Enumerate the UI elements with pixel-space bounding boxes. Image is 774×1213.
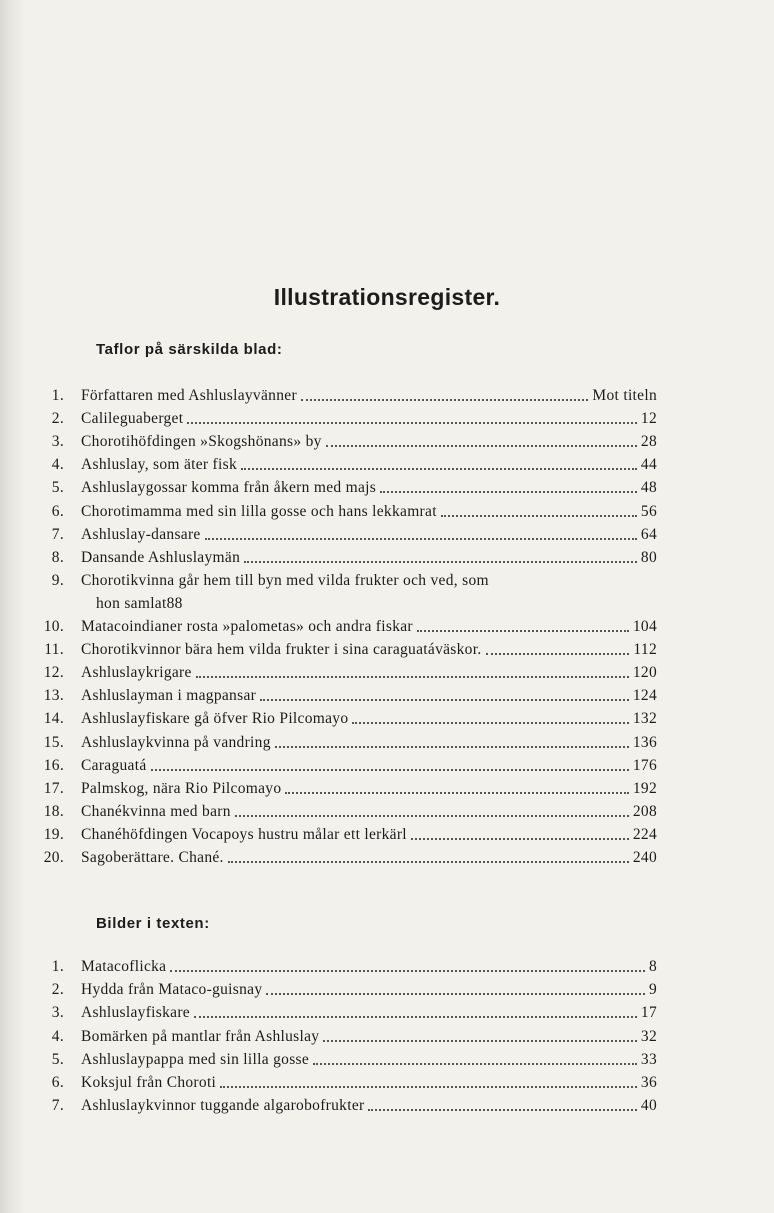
entry-title: Chorotikvinnor bära hem vilda frukter i sina caraguatáväskor. (81, 641, 482, 659)
index-entry (0, 684, 774, 707)
index-entry (0, 1025, 774, 1048)
entry-title: Sagoberättare. Chané. (81, 849, 224, 866)
dot-leader (313, 1062, 637, 1065)
entry-title: Bomärken på mantlar från Ashluslay (81, 1027, 320, 1045)
entry-row (81, 615, 657, 638)
index-entry (0, 1094, 774, 1117)
dot-leader (368, 1108, 636, 1111)
dot-leader (244, 560, 637, 563)
dot-leader (241, 467, 637, 470)
entry-number: 2. (51, 981, 64, 999)
dot-leader (220, 1085, 637, 1088)
entry-row (81, 978, 657, 1001)
entry-title: Ashluslaykrigare (81, 664, 192, 682)
entry-page: 36 (640, 1074, 657, 1091)
entry-number: 8. (51, 548, 64, 566)
entry-page: 9 (648, 981, 657, 999)
entry-title: Ashluslay, som äter fisk (81, 456, 238, 474)
index-entry (0, 430, 774, 453)
entry-title: Författaren med Ashluslayvänner (81, 387, 297, 404)
index-entry (0, 955, 774, 978)
index-entry (0, 1001, 774, 1024)
index-entry (0, 1048, 774, 1071)
entry-title: Calileguaberget (81, 410, 184, 428)
dot-leader (266, 992, 645, 995)
entry-page: 208 (632, 802, 657, 820)
index-entry (0, 978, 774, 1001)
entry-page: 56 (640, 502, 657, 520)
entry-number: 5. (51, 1050, 64, 1068)
entry-row (81, 407, 657, 430)
entry-page: 132 (632, 710, 657, 728)
entry-page: 240 (632, 849, 657, 866)
entry-title: Chanékvinna med barn (81, 802, 231, 820)
entry-number: 1. (51, 958, 64, 975)
entry-number: 15. (43, 733, 64, 751)
index-entry (0, 476, 774, 499)
entry-row (81, 1025, 657, 1048)
dot-leader (352, 721, 628, 724)
dot-leader (275, 745, 629, 748)
index-entry (0, 546, 774, 569)
entry-page: 80 (640, 548, 657, 566)
entry-title: Dansande Ashluslaymän (81, 548, 241, 566)
entry-title: Matacoindianer rosta »palometas» och andra fiskar (81, 618, 413, 635)
index-entry (0, 615, 774, 638)
entry-number: 6. (51, 1074, 64, 1091)
entry-number: 7. (51, 1097, 64, 1115)
entry-title: Ashluslay-dansare (81, 525, 201, 543)
entry-number: 18. (43, 802, 64, 820)
entry-title: Ashluslaykvinnor tuggande algarobofrukter (81, 1097, 365, 1115)
index-entry (0, 800, 774, 823)
entry-page: 44 (640, 456, 657, 474)
dot-leader (323, 1039, 637, 1042)
entry-row (81, 638, 657, 661)
dot-leader (301, 398, 589, 401)
dot-leader (441, 514, 637, 517)
entry-title: Ashluslayfiskare (81, 1004, 190, 1022)
entry-page: 124 (632, 687, 657, 705)
entry-number: 11. (44, 641, 64, 659)
index-entry-continuation (0, 592, 774, 615)
index-entry (0, 1071, 774, 1094)
entry-page: 136 (632, 733, 657, 751)
entry-row (81, 754, 657, 777)
index-entry (0, 638, 774, 661)
entry-title: Palmskog, nära Rio Pilcomayo (81, 779, 282, 797)
entry-page: Mot titeln (592, 387, 657, 404)
entry-title: Ashluslaypappa med sin lilla gosse (81, 1050, 310, 1068)
dot-leader (285, 791, 628, 794)
entry-number: 9. (51, 571, 64, 589)
dot-leader (205, 537, 637, 540)
entry-page: 8 (648, 958, 657, 975)
dot-leader (194, 1015, 637, 1018)
entry-number: 16. (43, 756, 64, 774)
entry-page: 32 (640, 1027, 657, 1045)
entry-page: 176 (632, 756, 657, 774)
index-entry (0, 707, 774, 730)
index-entry (0, 846, 774, 869)
dot-leader (486, 652, 630, 655)
entry-page: 48 (640, 479, 657, 497)
entry-page: 33 (640, 1050, 657, 1068)
entry-title: Chanéhöfdingen Vocapoys hustru målar ett lerkärl (81, 825, 407, 843)
index-entry (0, 407, 774, 430)
entry-title-continuation: hon samlat (96, 594, 167, 612)
index-entry (0, 777, 774, 800)
entry-page: 104 (632, 618, 657, 635)
entry-row (81, 846, 657, 869)
entry-row (81, 731, 657, 754)
entry-row (81, 823, 657, 846)
index-entry (0, 384, 774, 407)
plates-heading: Taflor på särskilda blad: (96, 341, 283, 358)
entry-title: Chorotihöfdingen »Skogshönans» by (81, 433, 322, 451)
entry-row (81, 777, 657, 800)
entry-page: 112 (633, 641, 657, 659)
entry-page: 40 (640, 1097, 657, 1115)
entry-row (81, 430, 657, 453)
index-entry (0, 731, 774, 754)
entry-row (81, 1001, 657, 1024)
entry-row (81, 453, 657, 476)
entry-title: Matacoflicka (81, 958, 167, 975)
dot-leader (235, 814, 629, 817)
index-entry (0, 569, 774, 592)
entry-row (81, 661, 657, 684)
dot-leader (151, 768, 629, 771)
entry-row (81, 1048, 657, 1071)
entry-row (81, 800, 657, 823)
index-entry (0, 823, 774, 846)
entry-number: 20. (43, 849, 64, 866)
entry-title: Hydda från Mataco-guisnay (81, 981, 263, 999)
dot-leader (417, 629, 629, 632)
entry-row (81, 523, 657, 546)
dot-leader (187, 421, 637, 424)
entry-number: 13. (43, 687, 64, 705)
dot-leader (196, 675, 629, 678)
entry-number: 12. (43, 664, 64, 682)
entry-number: 6. (51, 502, 64, 520)
entry-title: Ashluslayfiskare gå öfver Rio Pilcomayo (81, 710, 349, 728)
dot-leader (170, 969, 645, 972)
entry-page: 64 (640, 525, 657, 543)
entry-title: Chorotikvinna går hem till byn med vilda frukter och ved, som (81, 571, 489, 589)
entry-number: 4. (51, 456, 64, 474)
entry-title: Ashluslayman i magpansar (81, 687, 257, 705)
entry-title: Koksjul från Choroti (81, 1074, 217, 1091)
entry-title: Ashluslaygossar komma från åkern med majs (81, 479, 377, 497)
entry-number: 1. (51, 387, 64, 404)
entry-number: 17. (43, 779, 64, 797)
dot-leader (326, 444, 637, 447)
entry-row (81, 546, 657, 569)
entry-page: 120 (632, 664, 657, 682)
index-entry (0, 523, 774, 546)
entry-row (81, 384, 657, 407)
index-entry (0, 754, 774, 777)
index-entry (0, 500, 774, 523)
dot-leader (228, 860, 629, 863)
entry-number: 10. (43, 618, 64, 635)
entry-row (81, 707, 657, 730)
entry-number: 4. (51, 1027, 64, 1045)
entry-page: 192 (632, 779, 657, 797)
entry-page: 224 (632, 825, 657, 843)
figures-heading: Bilder i texten: (96, 915, 210, 932)
entry-row (81, 955, 657, 978)
page-title: Illustrationsregister. (273, 284, 501, 310)
entry-title: Caraguatá (81, 756, 147, 774)
entry-title: Ashluslaykvinna på vandring (81, 733, 271, 751)
entry-page: 17 (640, 1004, 657, 1022)
entry-number: 3. (51, 433, 64, 451)
index-entry (0, 661, 774, 684)
entry-row (81, 1094, 657, 1117)
entry-row (81, 476, 657, 499)
entry-row (81, 1071, 657, 1094)
entry-number: 2. (51, 410, 64, 428)
dot-leader (411, 837, 629, 840)
entry-number: 3. (51, 1004, 64, 1022)
entry-title: Chorotimamma med sin lilla gosse och hans lekkamrat (81, 502, 437, 520)
dot-leader (380, 490, 637, 493)
entry-page: 88 (166, 594, 183, 612)
entry-row (81, 500, 657, 523)
index-entry (0, 453, 774, 476)
entry-number: 5. (51, 479, 64, 497)
entry-row (81, 684, 657, 707)
entry-page: 28 (640, 433, 657, 451)
entry-page: 12 (640, 410, 657, 428)
entry-number: 14. (43, 710, 64, 728)
entry-number: 19. (43, 825, 64, 843)
entry-number: 7. (51, 525, 64, 543)
entry-row (96, 592, 657, 615)
dot-leader (260, 698, 629, 701)
